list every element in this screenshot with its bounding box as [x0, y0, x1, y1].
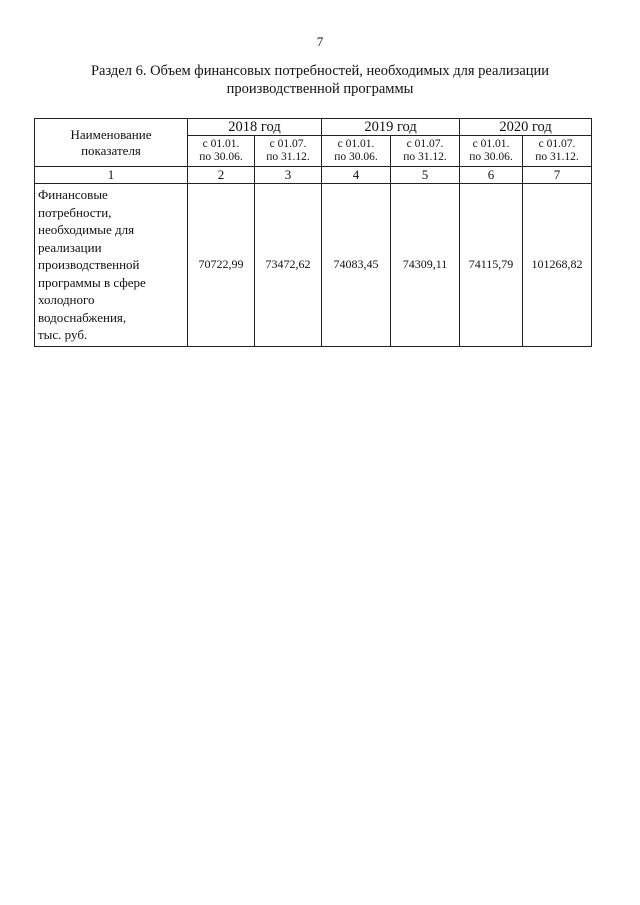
column-number: 6: [460, 167, 523, 184]
year-header-2018: 2018 год: [188, 119, 322, 136]
indicator-name-header-line-2: показателя: [81, 142, 141, 158]
header-row-years: [35, 119, 592, 136]
value-cell: 74309,11: [391, 184, 460, 347]
column-number: 2: [188, 167, 255, 184]
period-header: с 01.01. по 30.06.: [188, 136, 255, 167]
indicator-name-header: [35, 119, 188, 167]
section-title-line-1: Раздел 6. Объем финансовых потребностей, необходимых для реализации: [90, 63, 550, 79]
column-number: 1: [35, 167, 188, 184]
column-number-row: [35, 167, 592, 184]
value-cell: 74115,79: [460, 184, 523, 347]
column-number: 7: [523, 167, 592, 184]
value-cell: 70722,99: [188, 184, 255, 347]
period-header: с 01.01. по 30.06.: [322, 136, 391, 167]
section-title: [40, 62, 600, 98]
column-number: 4: [322, 167, 391, 184]
value-cell: 73472,62: [255, 184, 322, 347]
value-cell: 101268,82: [523, 184, 592, 347]
year-header-2020: 2020 год: [460, 119, 592, 136]
column-number: 3: [255, 167, 322, 184]
indicator-name-header-line-1: Наименование: [70, 126, 152, 142]
year-header-2019: 2019 год: [322, 119, 460, 136]
column-number: 5: [391, 167, 460, 184]
indicator-name-cell: Финансовые потребности, необходимые для реализации производственной программы в сфере холодного водоснабжения, тыс. руб.: [35, 184, 188, 347]
period-header: с 01.07. по 31.12.: [523, 136, 592, 167]
table-row: [35, 184, 592, 347]
page-number: 7: [316, 34, 324, 49]
value-cell: 74083,45: [322, 184, 391, 347]
financial-needs-table: [34, 118, 592, 347]
section-title-line-2: производственной программы: [226, 81, 414, 97]
period-header: с 01.07. по 31.12.: [391, 136, 460, 167]
period-header: с 01.01. по 30.06.: [460, 136, 523, 167]
period-header: с 01.07. по 31.12.: [255, 136, 322, 167]
